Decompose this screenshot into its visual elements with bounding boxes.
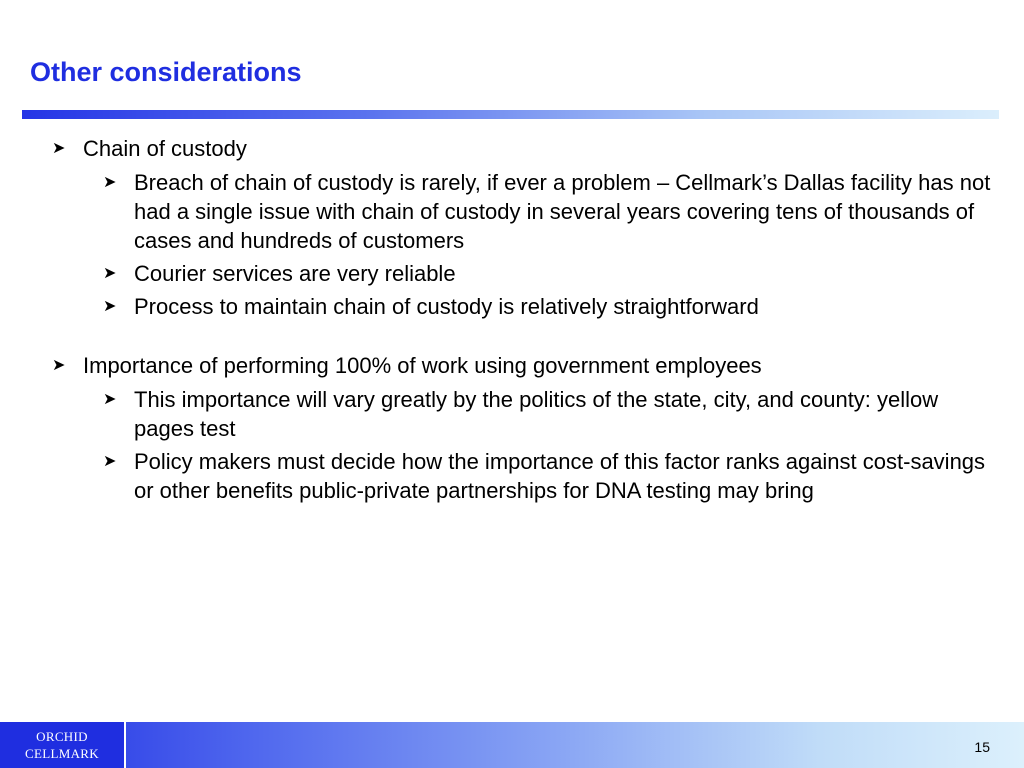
sub-bullet-text: Process to maintain chain of custody is relatively straightforward [134,294,759,319]
arrow-bullet-icon: ➤ [52,140,66,157]
bullet-item [52,134,992,321]
logo-line-1: ORCHID [36,729,88,744]
sub-bullet-item [83,292,992,321]
sub-bullet-item [83,447,992,505]
arrow-bullet-icon: ➤ [52,357,66,374]
bullet-text: Importance of performing 100% of work using government employees [83,353,762,378]
slide-title: Other considerations [30,57,302,87]
bullet-item [52,351,992,505]
slide-content [52,134,992,509]
arrow-bullet-icon: ➤ [103,174,117,191]
logo-line-2: CELLMARK [25,746,99,761]
arrow-bullet-icon: ➤ [103,298,117,315]
title-divider [22,110,999,119]
sub-bullet-list [83,168,992,321]
sub-bullet-text: Courier services are very reliable [134,261,456,286]
arrow-bullet-icon: ➤ [103,453,117,470]
bullet-text: Chain of custody [83,136,247,161]
footer-bar [0,722,1024,768]
orchid-cellmark-logo [0,722,126,768]
bullet-list [52,134,992,505]
arrow-bullet-icon: ➤ [103,265,117,282]
sub-bullet-item [83,259,992,288]
page-number: 15 [974,739,990,755]
sub-bullet-item [83,168,992,255]
sub-bullet-list [83,385,992,505]
sub-bullet-text: Policy makers must decide how the importance of this factor ranks against cost-savings or other benefits public-private partnerships for DNA testing may bring [134,449,986,503]
sub-bullet-item [83,385,992,443]
sub-bullet-text: Breach of chain of custody is rarely, if ever a problem – Cellmark’s Dallas facility has not had a single issue with chain of custody in several years covering tens of thousands of cases and hundreds of customers [134,170,991,253]
sub-bullet-text: This importance will vary greatly by the politics of the state, city, and county: yellow pages test [134,387,939,441]
arrow-bullet-icon: ➤ [103,391,117,408]
